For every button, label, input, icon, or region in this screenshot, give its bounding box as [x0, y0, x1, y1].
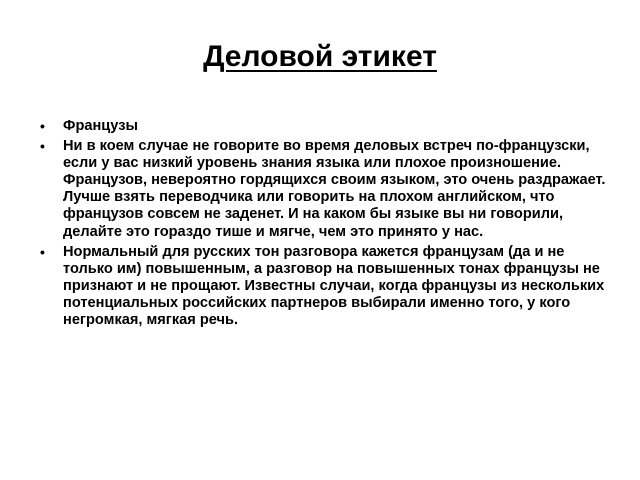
bullet-icon: •	[40, 118, 45, 134]
bullet-text: Нормальный для русских тон разговора кажется французам (да и не только им) повышенным, а разговор на повышенных тонах французы не признают и не прощают. Известны случаи, когда французы из нескольких потенциальных российских партнеров выбирали именно того, у кого негромкая, мягкая речь.	[63, 243, 605, 329]
bullet-text: Французы	[63, 118, 138, 134]
bullet-icon: •	[40, 138, 45, 155]
bullet-list	[40, 118, 606, 332]
bullet-icon: •	[40, 243, 45, 260]
bullet-item	[40, 118, 606, 135]
bullet-item	[40, 138, 606, 241]
slide-title: Деловой этикет	[203, 40, 437, 73]
bullet-text: Ни в коем случае не говорите во время деловых встреч по-французски, если у вас низкий уровень знания языка или плохое произношение. Французов, невероятно гордящихся своим языком, это очень раздражает. Лучше взять переводчика или говорить на плохом английском, что французов совсем не заденет. И на каком бы языке вы ни говорили, делайте это гораздо тише и мягче, чем это принято у нас.	[63, 138, 606, 240]
bullet-item	[40, 244, 606, 329]
